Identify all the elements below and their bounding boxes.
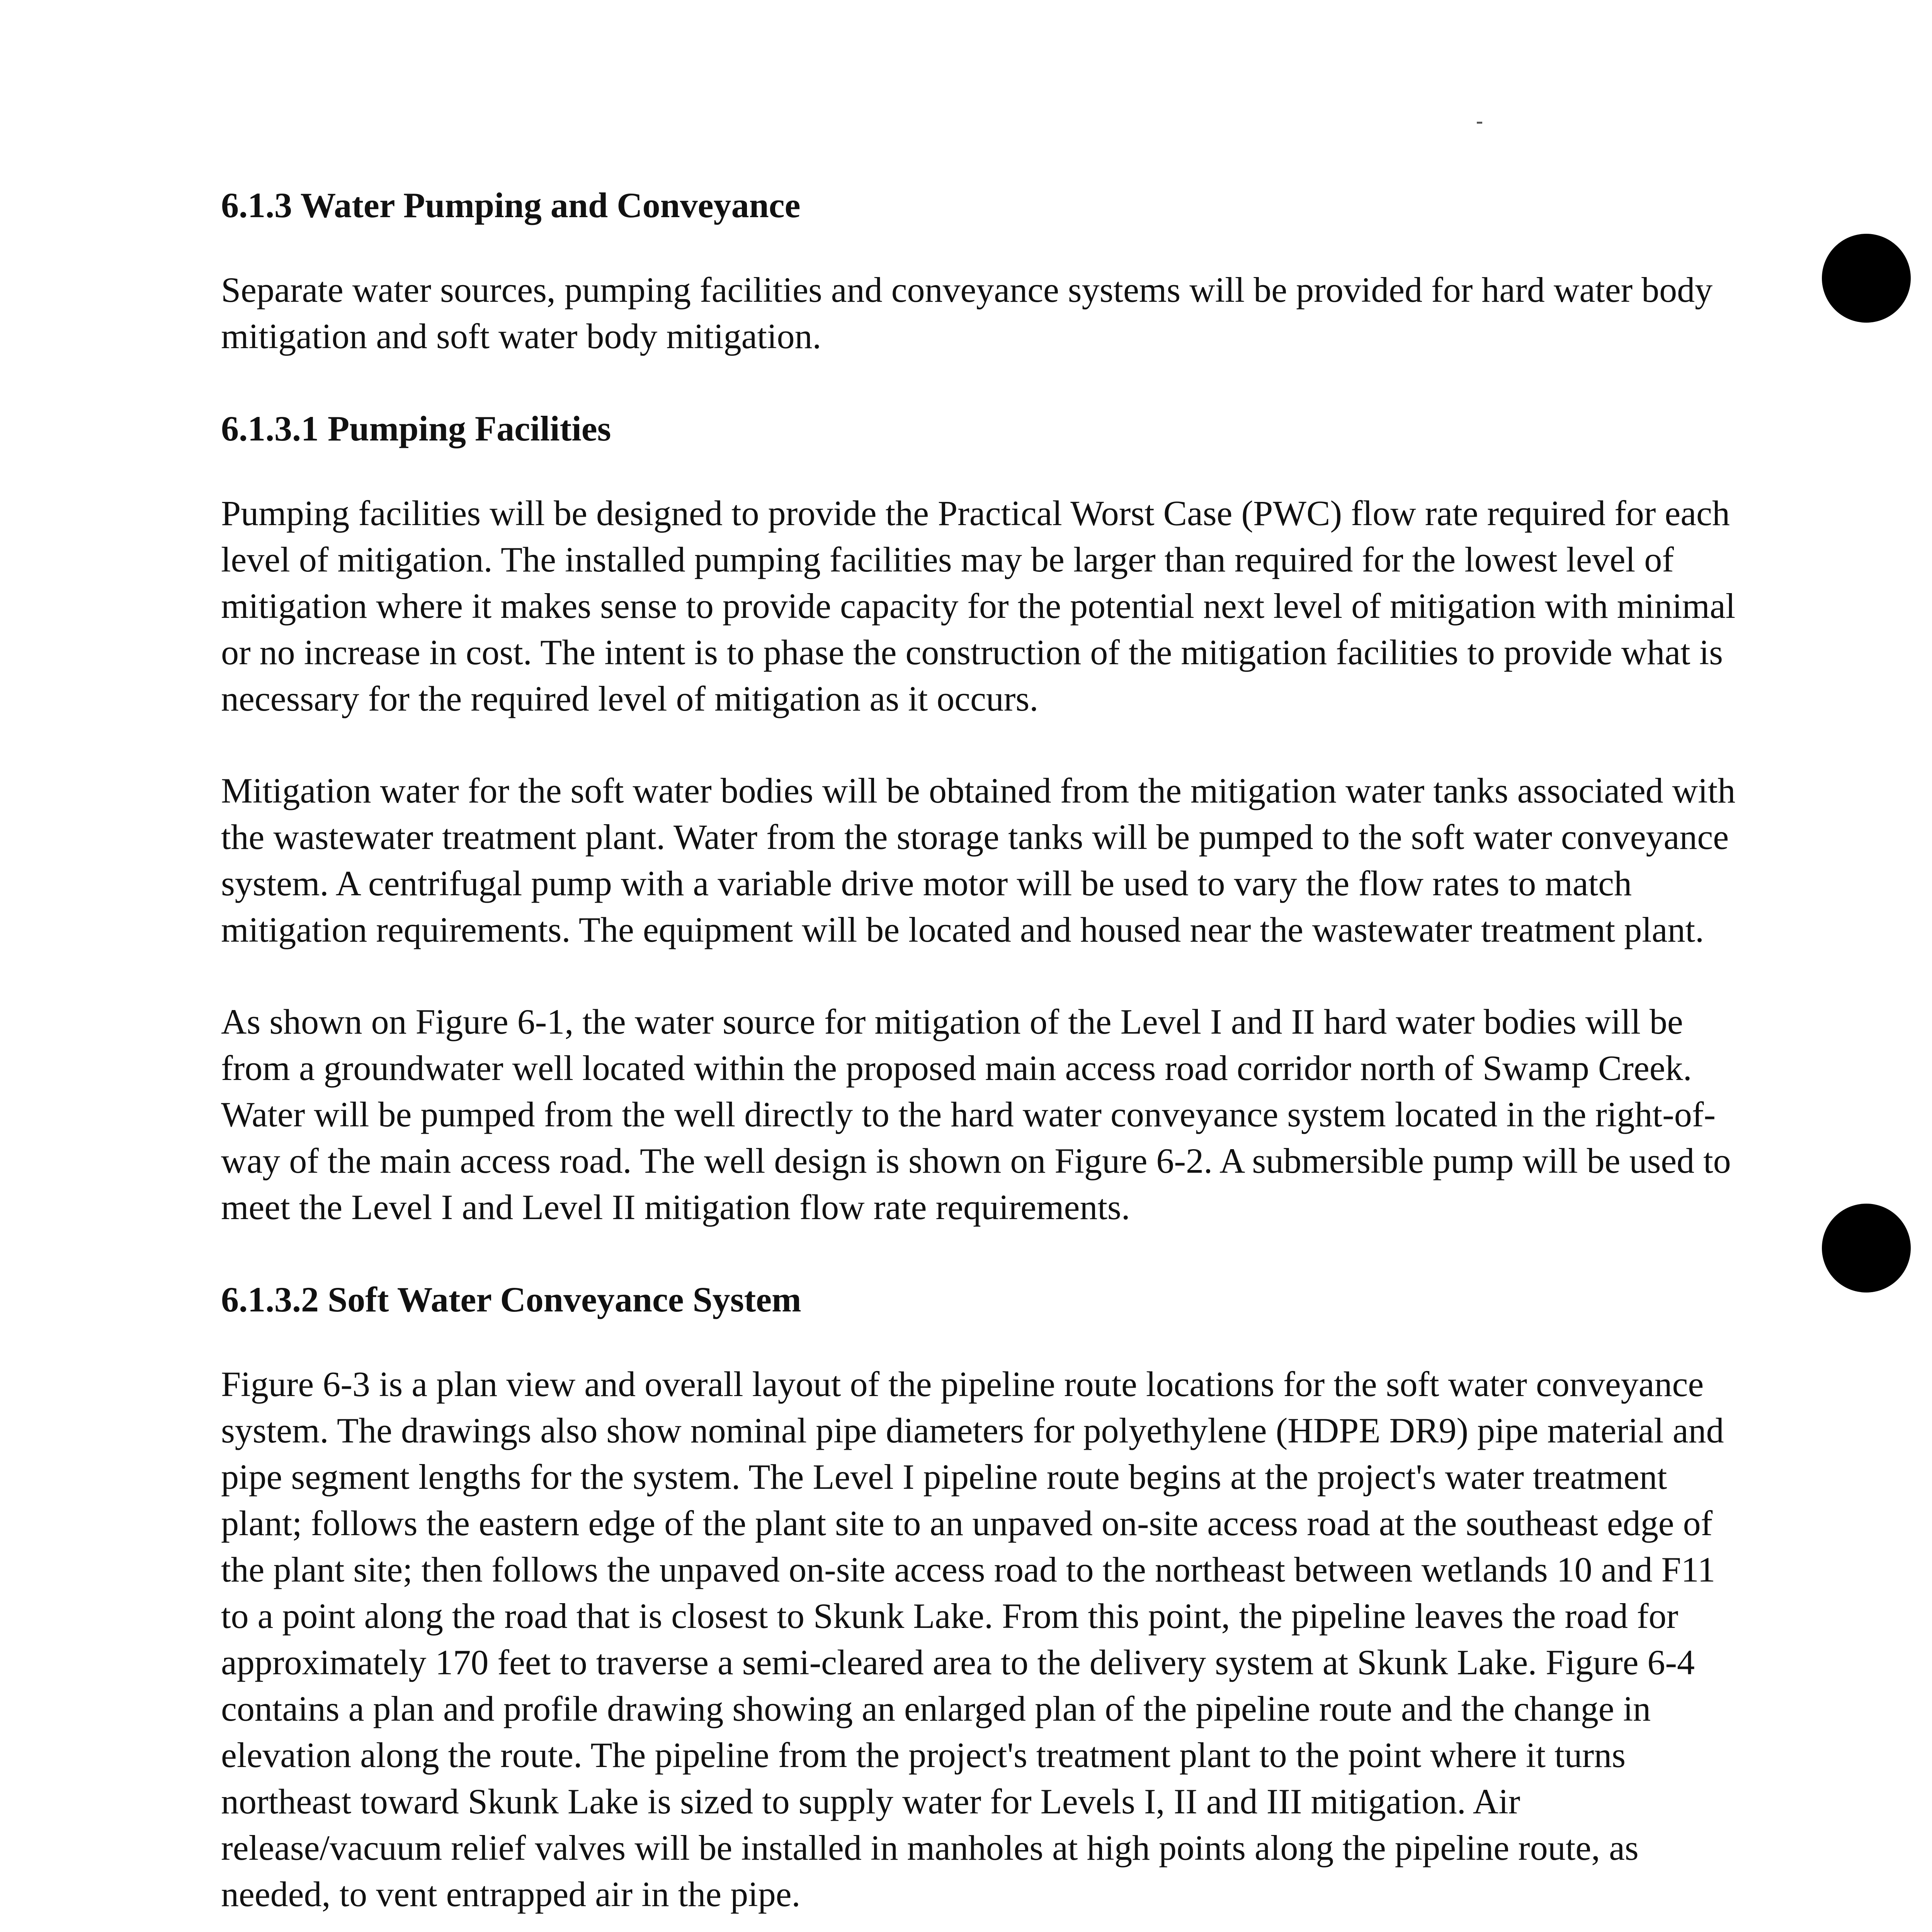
document-body <box>221 182 1743 1932</box>
section-heading: 6.1.3 Water Pumping and Conveyance <box>221 185 801 225</box>
binder-hole-middle <box>1822 1204 1911 1293</box>
pumping-paragraph-1: Pumping facilities will be designed to provide the Practical Worst Case (PWC) flow rate required for each level of mitigation. The installed pumping facilities may be larger than required for the lowest level of mitigation where it makes sense to provide capacity for the potential next level of mitigation with minimal or no increase in cost. The intent is to phase the construction of the mitigation facilities to provide what is necessary for the required level of mitigation as it occurs. <box>221 493 1736 718</box>
soft-water-heading: 6.1.3.2 Soft Water Conveyance System <box>221 1280 801 1319</box>
soft-water-paragraph-1: Figure 6-3 is a plan view and overall layout of the pipeline route locations for the soft water conveyance system. The drawings also show nominal pipe diameters for polyethylene (HDPE DR9) pipe material and pipe segment lengths for the system. The Level I pipeline route begins at the project's water treatment plant; follows the eastern edge of the plant site to an unpaved on-site access road at the southeast edge of the plant site; then follows the unpaved on-site access road to the northeast between wetlands 10 and F11 to a point along the road that is closest to Skunk Lake. From this point, the pipeline leaves the road for approximately 170 feet to traverse a semi-cleared area to the delivery system at Skunk Lake. Figure 6-4 contains a plan and profile drawing showing an enlarged plan of the pipeline route and the change in elevation along the route. The pipeline from the project's treatment plant to the point where it turns northeast toward Skunk Lake is sized to supply water for Levels I, II and III mitigation. Air release/vacuum relief valves will be installed in manholes at high points along the pipeline route, as needed, to vent entrapped air in the pipe. <box>221 1364 1724 1914</box>
pumping-paragraph-2: Mitigation water for the soft water bodies will be obtained from the mitigation water tanks associated with the wastewater treatment plant. Water from the storage tanks will be pumped to the soft water conveyance system. A centrifugal pump with a variable drive motor will be used to vary the flow rates to match mitigation requirements. The equipment will be located and housed near the wastewater treatment plant. <box>221 771 1736 949</box>
scan-speck <box>1477 122 1482 124</box>
pumping-paragraph-3: As shown on Figure 6-1, the water source for mitigation of the Level I and II hard water bodies will be from a groundwater well located within the proposed main access road corridor north of Swamp Creek. Water will be pumped from the well directly to the hard water conveyance system located in the right-of-way of the main access road. The well design is shown on Figure 6-2. A submersible pump will be used to meet the Level I and Level II mitigation flow rate requirements. <box>221 1002 1731 1227</box>
section-intro-paragraph: Separate water sources, pumping facilities and conveyance systems will be provided for hard water body mitigation and soft water body mitigation. <box>221 270 1713 356</box>
binder-hole-top <box>1822 234 1911 323</box>
pumping-facilities-heading: 6.1.3.1 Pumping Facilities <box>221 409 611 448</box>
